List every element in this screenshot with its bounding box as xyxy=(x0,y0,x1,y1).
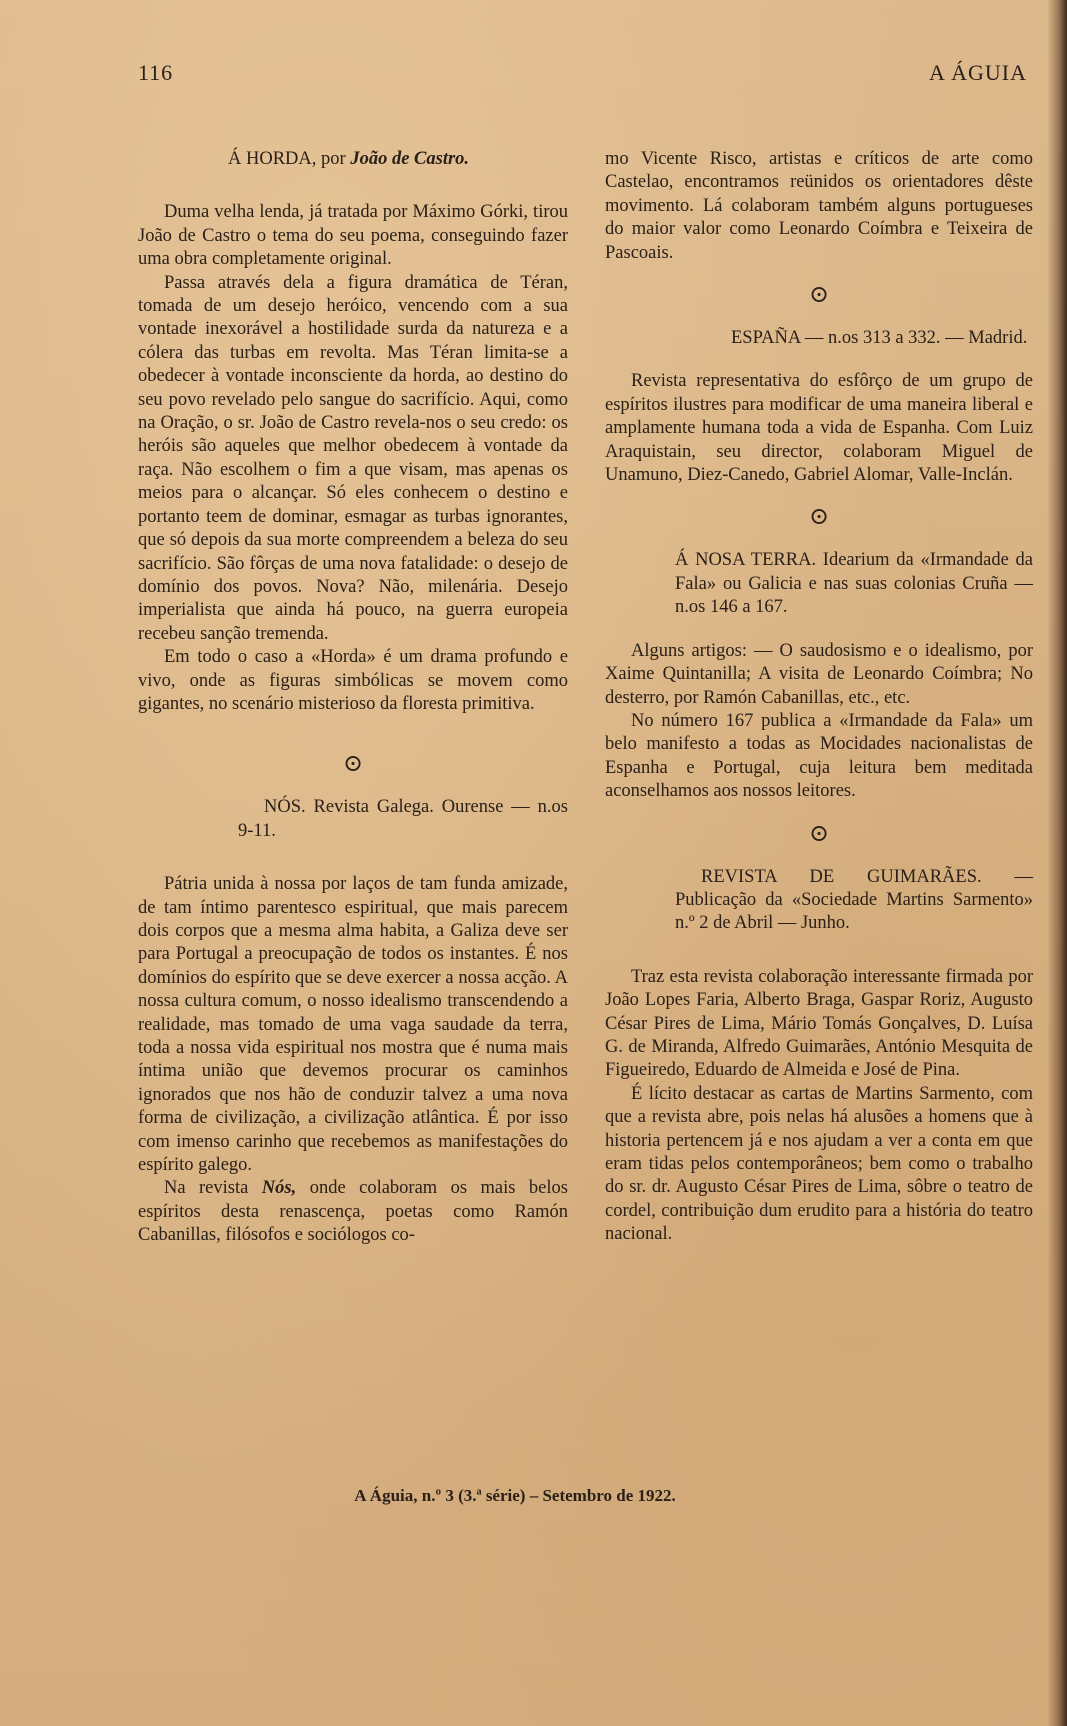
section-ornament: ⊙ xyxy=(342,751,364,778)
left-column xyxy=(138,148,568,1248)
espana-title: ESPAÑA — n.os 313 a 332. — Madrid. xyxy=(731,328,1028,349)
spacer xyxy=(138,171,568,201)
nosa-terra-paragraph-1: Alguns artigos: — O saudosismo e o idealismo, por Xaime Quintanilla; A visita de Leonardo Coímbra; No desterro, por Ramón Cabanillas, etc., etc. xyxy=(605,640,1033,708)
horda-paragraph-1: Duma velha lenda, já tratada por Máximo Górki, tirou João de Castro o tema do seu poema, conseguindo fazer uma obra completamente original. xyxy=(138,202,568,270)
nos-p2-start: Na revista xyxy=(164,1178,262,1199)
nos-title: NÓS. Revista Galega. Ourense — n.os 9-11. xyxy=(238,797,568,841)
horda-paragraph-2: Passa através dela a figura dramática de Téran, tomada de um desejo heróico, vencendo com a sua vontade inexorável a hostilidade surda da natureza e a cólera das turbas em revolta. Mas Téran limita-se a obedecer à vontade inconsciente da horda, ao destino do seu povo revelado pelo sangue do sacrifício. Aqui, como na Oração, o sr. João de Castro revela-nos o seu credo: os heróis são aqueles que melhor obedecem à vontade da raça. Não escolhem o fim a que visam, mas apenas os meios para o alcançar. Só eles conhecem o destino e portanto teem de dominar, esmagar as turbas ignorantes, que só depois da sua morte compreendem a beleza do seu sacrifício. São fôrças de uma nova fatalidade: o desejo de domínio dos povos. Nova? Não, milenária. Desejo imperialista que ainda há pouco, na guerra europeia recebeu sanção tremenda. xyxy=(138,272,568,644)
nosa-terra-title: Á NOSA TERRA. Idearium da «Irmandade da Fala» ou Galicia e nas suas colonias Cruña — n.os 146 a 167. xyxy=(675,550,1033,618)
horda-paragraph-3: Em todo o caso a «Horda» é um drama profundo e vivo, onde as figuras simbólicas se movem como gigantes, no scenário misterioso da floresta primitiva. xyxy=(138,647,568,714)
spacer xyxy=(605,936,1033,966)
section-ornament: ⊙ xyxy=(808,820,830,847)
horda-title xyxy=(138,148,568,171)
nos-journal-name: Nós, xyxy=(261,1178,297,1199)
spacer xyxy=(605,350,1033,370)
spacer xyxy=(138,843,568,873)
page-edge-shadow xyxy=(1047,0,1067,1726)
imprint-footer: A Águia, n.º 3 (3.ª série) – Setembro de 1922. xyxy=(354,1486,676,1505)
guimaraes-paragraph-2: É lícito destacar as cartas de Martins Sarmento, com que a revista abre, pois nelas há alusões a homens que à historia pertencem já e nos ajudam a ver a conta em que eram tidas pelos contemporâneos; bem como o trabalho do sr. dr. Augusto César Pires de Lima, sôbre o teatro de cordel, contribuição dum erudito para a história do teatro nacional. xyxy=(605,1083,1033,1245)
guimaraes-paragraph-1: Traz esta revista colaboração interessante firmada por João Lopes Faria, Alberto Braga, Gaspar Roriz, Augusto César Pires de Lima, Mário Tomás Gonçalves, D. Luísa G. de Miranda, Alfredo Guimarães, António Mesquita de Figueiredo, Eduardo de Almeida e José de Pina. xyxy=(605,966,1033,1081)
espana-paragraph-1: Revista representativa do esfôrço de um grupo de espíritos ilustres para modificar de uma maneira liberal e amplamente humana toda a vida de Espanha. Com Luiz Araquistain, seu director, colaboram Miguel de Unamuno, Diez-Canedo, Gabriel Alomar, Valle-Inclán. xyxy=(605,371,1033,486)
section-ornament: ⊙ xyxy=(808,282,830,309)
nos-paragraph-1: Pátria unida à nossa por laços de tam funda amizade, de tam íntimo parentesco espiritual, que mais parecem dois corpos que a mesma alma habita, a Galiza deve ser para Portugal a preocupação de todos os instantes. É nos domínios do espírito que se deve exercer a nossa acção. A nossa cultura comum, o nosso idealismo transcendendo a realidade, mas tomado de uma vaga saudade da terra, toda a nossa vida espiritual nos mostra que é numa mais íntima união que devemos procurar os caminhos ignorados que nos hão de conduzir talvez a uma nova forma de civilização, a civilização atlântica. É por isso com imenso carinho que recebemos as manifestações do espírito galego. xyxy=(138,874,568,1176)
guimaraes-title: REVISTA DE GUIMARÃES. — Publicação da «Sociedade Martins Sarmento» n.º 2 de Abril — Junho. xyxy=(675,866,1033,934)
right-column xyxy=(605,148,1033,1247)
page-number: 116 xyxy=(138,60,174,85)
horda-title-text: Á HORDA, por xyxy=(228,149,351,169)
nosa-terra-paragraph-2: No número 167 publica a «Irmandade da Fala» um belo manifesto a todas as Mocidades nacionalistas de Espanha e Portugal, cuja leitura bem meditada aconselhamos aos nossos leitores. xyxy=(605,710,1033,802)
nos-p2-end: onde colaboram os mais belos espíritos desta renascença, poetas como Ramón Cabanillas, filósofos e sociólogos co- xyxy=(138,1178,568,1246)
nos-paragraph-2 xyxy=(138,1177,568,1247)
spacer xyxy=(605,620,1033,640)
section-ornament: ⊙ xyxy=(808,504,830,531)
running-head: A ÁGUIA xyxy=(928,60,1027,85)
nos-continuation: mo Vicente Risco, artistas e críticos de arte como Castelao, encontramos reünidos os orientadores dêste movimento. Lá colaboram também alguns portugueses do maior valor como Leonardo Coímbra e Teixeira de Pascoais. xyxy=(605,149,1033,263)
horda-author: João de Castro. xyxy=(350,149,470,169)
